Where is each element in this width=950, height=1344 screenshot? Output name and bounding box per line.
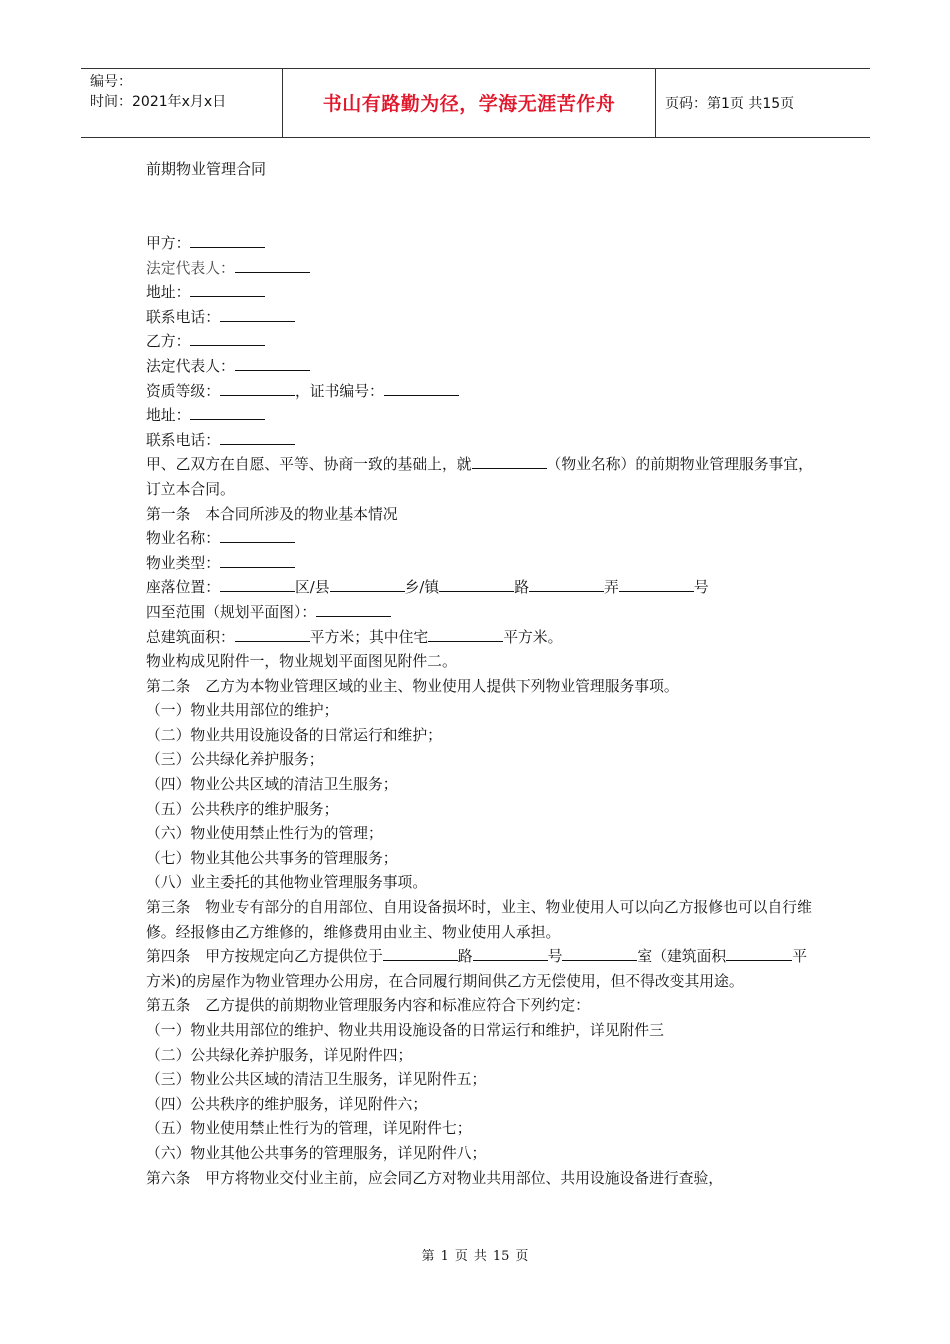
footer-text: 第 bbox=[421, 1249, 435, 1264]
property-type: 物业类型： bbox=[146, 552, 816, 577]
blank-line bbox=[759, 945, 792, 961]
blank-line bbox=[220, 552, 295, 568]
page-footer bbox=[0, 1245, 950, 1264]
blank-line bbox=[472, 453, 547, 469]
article-5-title: 第五条 乙方提供的前期物业管理服务内容和标准应符合下列约定： bbox=[146, 997, 590, 1015]
field-rep-b: 法定代表人： bbox=[146, 355, 816, 380]
blank-line bbox=[190, 281, 265, 297]
article-1-title: 第一条 本合同所涉及的物业基本情况 bbox=[146, 505, 398, 523]
header-time-label: 时间：2021年x月x日 bbox=[90, 94, 227, 110]
article-3: 第三条 物业专有部分的自用部位、自用设备损坏时，业主、物业使用人可以向乙方报修也可以自行维修。经报修由乙方维修的，维修费用由业主、物业使用人承担。 bbox=[146, 899, 812, 941]
field-addr-b: 地址： bbox=[146, 404, 816, 429]
article-2-title: 第二条 乙方为本物业管理区域的业主、物业使用人提供下列物业管理服务事项。 bbox=[146, 677, 679, 695]
list-item: （五）物业使用禁止性行为的管理，详见附件七； bbox=[146, 1120, 472, 1138]
blank-line bbox=[384, 380, 459, 396]
list-item: （六）物业使用禁止性行为的管理； bbox=[146, 825, 383, 843]
blank-line bbox=[235, 257, 310, 273]
list-item: （六）物业其他公共事务的管理服务，详见附件八； bbox=[146, 1144, 487, 1162]
field-rep-a: 法定代表人： bbox=[146, 257, 816, 282]
field-party-b: 乙方： bbox=[146, 330, 816, 355]
blank-line bbox=[383, 945, 458, 961]
blank-line bbox=[190, 330, 265, 346]
list-item: （四）公共秩序的维护服务，详见附件六； bbox=[146, 1095, 428, 1113]
blank-line bbox=[316, 601, 391, 617]
blank-line bbox=[439, 576, 514, 592]
header-meta bbox=[90, 72, 226, 112]
blank-line bbox=[562, 945, 637, 961]
footer-text: 页 bbox=[454, 1249, 468, 1264]
header-number-label: 编号： bbox=[90, 74, 132, 90]
blank-line bbox=[220, 429, 295, 445]
document-body bbox=[146, 232, 816, 1191]
list-item: （三）公共绿化养护服务； bbox=[146, 751, 324, 769]
document-title: 前期物业管理合同 bbox=[146, 160, 267, 178]
field-qualification: 资质等级： ，证书编号： bbox=[146, 380, 816, 405]
blank-line bbox=[235, 626, 310, 642]
property-location: 座落位置： 区/县 乡/镇 路 弄 号 bbox=[146, 576, 816, 601]
header-page-info: 页码：第1页 共15页 bbox=[665, 96, 795, 112]
field-tel-a: 联系电话： bbox=[146, 306, 816, 331]
list-item: （二）公共绿化养护服务，详见附件四； bbox=[146, 1046, 413, 1064]
list-item: （三）物业公共区域的清洁卫生服务，详见附件五； bbox=[146, 1071, 487, 1089]
blank-line bbox=[428, 626, 503, 642]
blank-line bbox=[190, 404, 265, 420]
blank-line bbox=[235, 355, 310, 371]
footer-total-pages: 15 bbox=[492, 1249, 510, 1264]
blank-line bbox=[619, 576, 694, 592]
property-area: 总建筑面积： 平方米；其中住宅 平方米。 bbox=[146, 626, 816, 651]
list-item: （七）物业其他公共事务的管理服务； bbox=[146, 849, 398, 867]
property-composition: 物业构成见附件一，物业规划平面图见附件二。 bbox=[146, 653, 457, 671]
blank-line bbox=[726, 945, 759, 961]
field-tel-b: 联系电话： bbox=[146, 429, 816, 454]
blank-line bbox=[220, 527, 295, 543]
list-item: （二）物业共用设施设备的日常运行和维护； bbox=[146, 726, 442, 744]
list-item: （一）物业共用部位的维护、物业共用设施设备的日常运行和维护，详见附件三 bbox=[146, 1022, 664, 1039]
list-item: （四）物业公共区域的清洁卫生服务； bbox=[146, 776, 398, 794]
blank-line bbox=[529, 576, 604, 592]
list-item: （八）业主委托的其他物业管理服务事项。 bbox=[146, 874, 428, 892]
list-item: （五）公共秩序的维护服务； bbox=[146, 800, 339, 818]
blank-line bbox=[330, 576, 405, 592]
header-motto: 书山有路勤为径，学海无涯苦作舟 bbox=[322, 93, 616, 115]
list-item: （一）物业共用部位的维护； bbox=[146, 702, 339, 720]
property-name: 物业名称： bbox=[146, 527, 816, 552]
blank-line bbox=[220, 380, 295, 396]
intro-paragraph: 甲、乙双方在自愿、平等、协商一致的基础上，就 （物业名称）的前期物业管理服务事宜，订立本合同。 bbox=[146, 453, 816, 502]
article-4: 第四条 甲方按规定向乙方提供位于 路 号 室（建筑面积 平方米)的房屋作为物业管理办公用房，在合同履行期间供乙方无偿使用，但不得改变其用途。 bbox=[146, 945, 816, 994]
article-6: 第六条 甲方将物业交付业主前，应会同乙方对物业共用部位、共用设施设备进行查验， bbox=[146, 1169, 724, 1187]
footer-page-number: 1 bbox=[440, 1249, 449, 1264]
footer-text: 页 bbox=[515, 1249, 529, 1264]
page-header bbox=[81, 68, 870, 138]
blank-line bbox=[220, 576, 295, 592]
blank-line bbox=[190, 232, 265, 248]
field-addr-a: 地址： bbox=[146, 281, 816, 306]
property-bounds: 四至范围（规划平面图）： bbox=[146, 601, 816, 626]
blank-line bbox=[220, 306, 295, 322]
field-party-a: 甲方： bbox=[146, 232, 816, 257]
header-divider bbox=[655, 69, 656, 137]
footer-text: 共 bbox=[473, 1249, 487, 1264]
blank-line bbox=[473, 945, 548, 961]
